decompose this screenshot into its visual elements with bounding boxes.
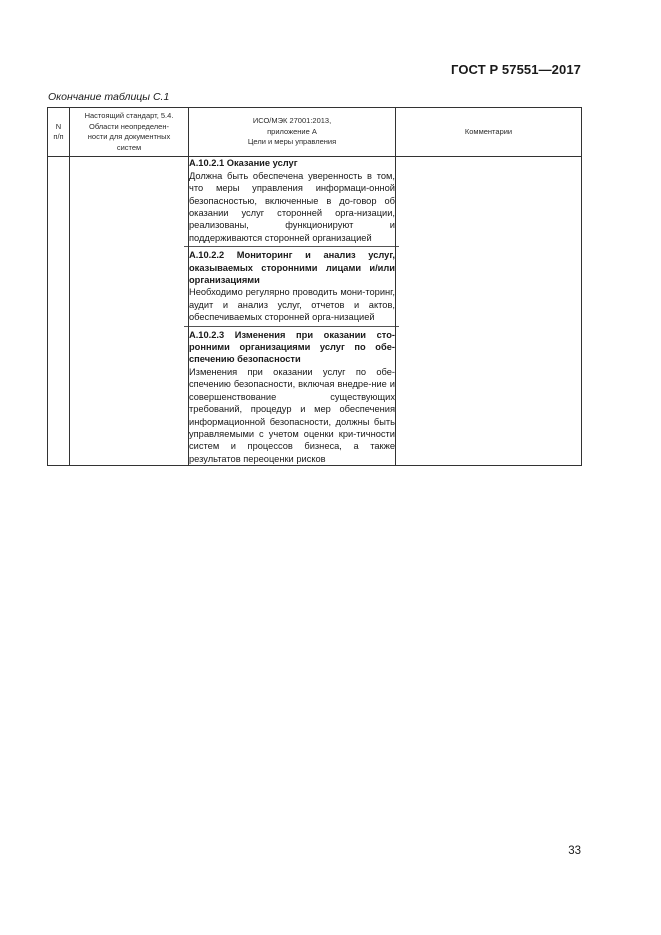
cell-number (48, 157, 70, 466)
section-body: Необходимо регулярно проводить мони-торинг, аудит и анализ услуг, отчетов и актов, обеспечиваемых сторонней орга-низацией (189, 287, 395, 323)
section-title: А.10.2.2 Мониторинг и анализ услуг, оказываемых сторонними лицами и/или организациями (189, 250, 395, 286)
column-header-iso-label: ИСО/МЭК 27001:2013, приложение А Цели и меры управления (247, 116, 337, 147)
column-header-standard-label: Настоящий стандарт, 5.4. Области неопределен- ности для документных систем (84, 111, 174, 152)
column-header-standard (70, 108, 189, 157)
column-header-number (48, 108, 70, 157)
standard-identifier: ГОСТ Р 57551—2017 (451, 62, 581, 77)
column-header-number-label: N п/п (53, 121, 64, 142)
cell-iso-controls (189, 157, 396, 466)
cell-comments (396, 157, 582, 466)
column-header-comments (396, 108, 582, 157)
section-body: Изменения при оказании услуг по обе-спечению безопасности, включая внедре-ние и совершенствование существующих требований, процедур и мер обеспечения информационной безопасности, должны быть управляемыми с учетом оценки кри-тичности систем и процессов бизнеса, а также результатов переоценки рисков (189, 366, 395, 464)
section-divider (184, 246, 399, 247)
section-divider (184, 326, 399, 327)
cell-standard (70, 157, 189, 466)
section-body: Должна быть обеспечена уверенность в том, что меры управления информаци-онной безопасностью, включенные в до-говор об оказании услуг сторонней орга-низации, реализованы, функционируют и поддерживаются сторонней организацией (189, 170, 395, 243)
table-row (48, 157, 582, 466)
table-header-row (48, 108, 582, 157)
table-caption: Окончание таблицы С.1 (48, 91, 170, 103)
controls-table (47, 107, 582, 466)
column-header-iso (189, 108, 396, 157)
column-header-comments-label: Комментарии (464, 126, 513, 136)
section-title: А.10.2.1 Оказание услуг (189, 158, 298, 169)
page-number: 33 (568, 845, 581, 857)
section-title: А.10.2.3 Изменения при оказании сто-ронними организациями услуг по обе-спечению безопасности (189, 329, 395, 365)
